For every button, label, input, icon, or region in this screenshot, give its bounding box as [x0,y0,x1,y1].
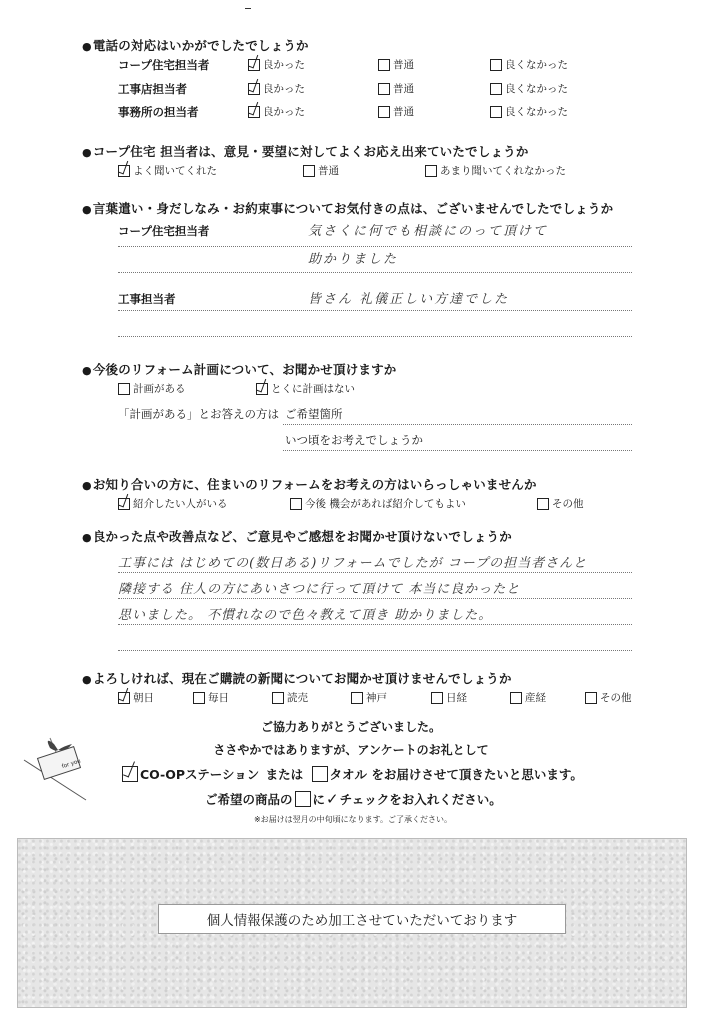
answer-line [118,598,632,599]
q3-question: ● 言葉遣い・身だしなみ・お約束事についてお気付きの点は、ございませんでしたでしょうか [82,199,613,217]
q1-row3-opt2[interactable]: 普通 [378,104,414,119]
closing-thanks: ご協力ありがとうございました。 [260,720,441,734]
q4-question: ● 今後のリフォーム計画について、お聞かせ頂けますか [82,360,397,378]
q7-question: ● よろしければ、現在ご購読の新聞についてお聞かせ頂けませんでしょうか [82,669,512,687]
checkbox[interactable] [425,165,437,177]
checkbox[interactable] [378,83,390,95]
closing-gift-intro: ささやかではありますが、アンケートのお礼として [213,743,489,757]
q5-opt3[interactable]: その他 [537,496,584,511]
ribbon-tag-text: for you [61,758,82,771]
q2-question: ● コープ住宅 担当者は、意見・要望に対してよくお応え出来ていたでしょうか [82,142,529,160]
checkbox-checked[interactable] [248,83,260,95]
closing-check-instruction: ご希望の商品の に✓チェックをお入れください。 [205,790,502,808]
q1-row2-opt3[interactable]: 良くなかった [490,81,568,96]
answer-line [118,336,632,337]
checkbox-checked[interactable] [118,692,130,704]
checkbox-checked[interactable] [248,106,260,118]
q5-opt1[interactable]: 紹介したい人がいる [118,496,228,511]
answer-line [118,272,632,273]
answer-line [118,650,632,651]
q1-row3-opt3[interactable]: 良くなかった [490,104,568,119]
q2-opt1[interactable]: よく聞いてくれた [118,163,217,178]
checkbox[interactable] [490,106,502,118]
checkbox[interactable] [303,165,315,177]
q4-opt1[interactable]: 計画がある [118,381,186,396]
q4-followup-label: 「計画がある」とお答えの方は ご希望箇所 [118,407,343,421]
checkbox[interactable] [351,692,363,704]
answer-line [283,424,632,425]
q1-question: ● 電話の対応はいかがでしたでしょうか [82,36,309,54]
checkbox-checked[interactable] [118,165,130,177]
q7-opt-other[interactable]: その他 [585,690,632,705]
checkbox[interactable] [290,498,302,510]
q3-coop-answer-line1: 気さくに何でも相談にのって頂けて [308,224,548,239]
checkbox[interactable] [510,692,522,704]
q4-opt2[interactable]: とくに計画はない [256,381,355,396]
checkbox-checked[interactable] [256,383,268,395]
q1-row3-label: 事務所の担当者 [118,105,199,119]
checkbox[interactable] [585,692,597,704]
checkbox[interactable] [490,59,502,71]
checkbox-checked[interactable] [118,498,130,510]
q1-row2-opt1[interactable]: 良かった [248,81,305,96]
answer-line [118,624,632,625]
q6-answer-line2: 隣接する 住人の方にあいさつに行って頂けて 本当に良かったと [118,582,521,597]
q3-coop-label: コープ住宅担当者 [118,224,210,238]
q7-opt-nikkei[interactable]: 日経 [431,690,467,705]
closing-gift-choice: CO-OPステーション または タオル をお届けさせて頂きたいと思います。 [120,765,583,783]
q7-opt-mainichi[interactable]: 毎日 [193,690,229,705]
q3-coop-answer-line2: 助かりました [308,252,399,267]
q1-row2-label: 工事店担当者 [118,82,187,96]
q3-koji-label: 工事担当者 [118,292,176,306]
q1-row1-label: コープ住宅担当者 [118,58,210,72]
q5-question: ● お知り合いの方に、住まいのリフォームをお考えの方はいらっしゃいませんか [82,475,537,493]
q4-followup-when: いつ頃をお考えでしょうか [285,433,423,447]
q7-opt-yomiuri[interactable]: 読売 [272,690,308,705]
checkbox[interactable] [118,383,130,395]
gift-towel-checkbox[interactable] [312,766,328,782]
q6-question: ● 良かった点や改善点など、ご意見やご感想をお聞かせ頂けないでしょうか [82,527,512,545]
checkbox[interactable] [193,692,205,704]
q2-opt3[interactable]: あまり聞いてくれなかった [425,163,566,178]
q5-opt2[interactable]: 今後 機会があれば紹介してもよい [290,496,466,511]
checkbox[interactable] [272,692,284,704]
checkbox[interactable] [537,498,549,510]
q3-koji-answer: 皆さん 礼儀正しい方達でした [308,292,510,307]
q1-row2-opt2[interactable]: 普通 [378,81,414,96]
q1-row1-opt3[interactable]: 良くなかった [490,57,568,72]
checkbox[interactable] [490,83,502,95]
checkbox[interactable] [431,692,443,704]
closing-note: ※お届けは翌月の中旬頃になります。ご了承ください。 [253,815,453,824]
q1-row1-opt1[interactable]: 良かった [248,57,305,72]
q7-opt-asahi[interactable]: 朝日 [118,690,154,705]
q1-row1-opt2[interactable]: 普通 [378,57,414,72]
answer-line [118,246,632,247]
answer-line [283,450,632,451]
top-mark [245,8,251,9]
checkmark-icon: ✓ [326,790,339,808]
q6-answer-line1: 工事には はじめての(数日ある)リフォームでしたが コープの担当者さんと [118,556,588,571]
checkbox[interactable] [378,106,390,118]
answer-line [118,310,632,311]
q7-opt-sankei[interactable]: 産経 [510,690,546,705]
privacy-label: 個人情報保護のため加工させていただいております [158,904,566,934]
answer-line [118,572,632,573]
checkbox-checked[interactable] [248,59,260,71]
checkbox[interactable] [378,59,390,71]
q1-row3-opt1[interactable]: 良かった [248,104,305,119]
sample-checkbox [295,791,311,807]
q6-answer-line3: 思いました。 不慣れなので色々教えて頂き 助かりました。 [118,608,493,623]
q7-opt-kobe[interactable]: 神戸 [351,690,387,705]
gift-coop-checkbox[interactable] [122,766,138,782]
q2-opt2[interactable]: 普通 [303,163,339,178]
